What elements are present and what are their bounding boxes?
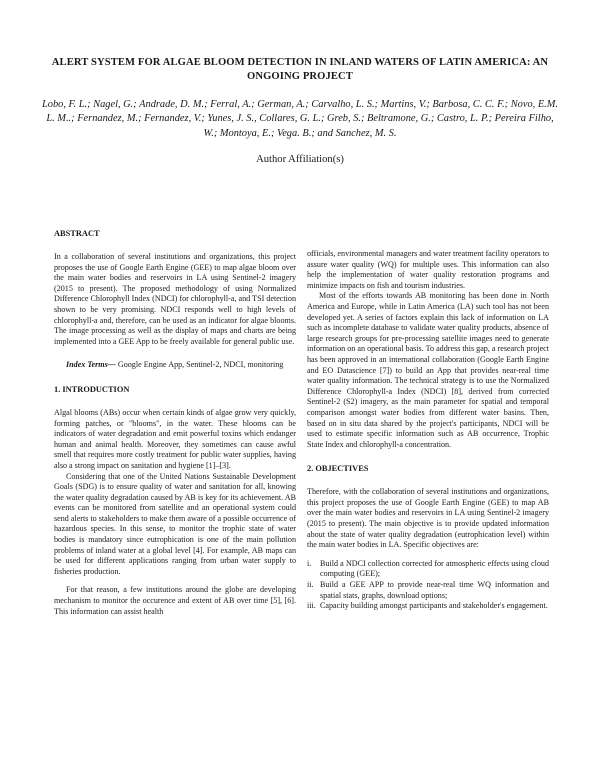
index-terms-label: Index Terms— [66, 360, 116, 370]
right-column [307, 249, 549, 612]
index-terms-text: Google Engine App, Sentinel-2, NDCI, monitoring [115, 360, 284, 370]
objectives-list [307, 559, 549, 612]
author-affiliation: Author Affiliation(s) [256, 154, 344, 165]
index-terms [54, 360, 296, 371]
list-item-number: ii. [307, 580, 314, 590]
objectives-heading: 2. OBJECTIVES [307, 464, 369, 474]
abstract-heading: ABSTRACT [54, 229, 100, 238]
introduction-heading: 1. INTRODUCTION [54, 384, 130, 394]
list-item [307, 580, 549, 601]
objectives-text: Therefore, with the collaboration of several institutions and organizations, this project proposes the use of Google Earth Engine (GEE) to map AB over the main water bodies and reservoirs in LA using Sentinel-2 imagery (2015 to present). The main objective is to provide updated information about the state of water quality degradation (eutrophication level) within the main water bodies in LA. Specific objectives are: [307, 487, 549, 550]
left-column [54, 228, 296, 617]
list-item-text: Capacity building amongst participants and stakeholder's engagement. [320, 601, 548, 611]
abstract-text: In a collaboration of several institutions and organizations, this project proposes the use of Google Earth Engine (GEE) to map algae bloom over the main water bodies and reservoirs in LA using Sentinel-2 imagery (2015 to present). The proposed methodology of using Normalized Difference Chlorophyll Index (NDCI) for chlorophyll-a, and TSI detection shown to be very promising. NDCI responds well to high levels of chlorophyll-a and, therefore, can be used as an indicator for algae blooms. The image processing as well as the display of maps and charts are being implemented into a GEE App to be freely available for general public use. [54, 252, 296, 346]
intro-paragraph-2: Considering that one of the United Nations Sustainable Development Goals (SDG) is to ensure quality of water and sanitation for all, knowing the water quality degradation caused by AB is key for its achievement. AB events can be monitored from satellite and an operational system could send alerts to stakeholders to make them aware of a possible occurrence of hazardous species. In this sense, to monitor the trophic state of water bodies is mandatory since eutrophication is one of the main pollution problems of inland water at a global level [4]. For example, AB maps can be used for different applications ranging from urban water supply to fisheries production. [54, 471, 296, 576]
list-item-number: iii. [307, 601, 316, 611]
list-item-number: i. [307, 558, 312, 568]
list-item-text: Build a GEE APP to provide near-real time WQ information and spatial stats, graphs, download options; [320, 580, 549, 600]
intro-paragraph-3-continued: officials, environmental managers and water treatment facility operators to assure water quality (WQ) for multiple uses. This information can also help the implementation of water quality restoration programs and minimize impacts on fish and tourism industries. [307, 249, 549, 290]
list-item [307, 559, 549, 580]
intro-paragraph-4: Most of the efforts towards AB monitoring has been done in North America and Europe, while in Latin America (LA) such tool has not been developed yet. A series of factors explain this lack of information on LA such as incomplete database to validate water quality products, absence of large research groups for pre-processing satellite images need to generate information on an operational basis. To address this gap, a research project has been approved in an international collaboration (Google Earth Engine and EO Datascience [7]) to build an App that provides near-real time water quality information. The technical strategy is to use the Normalized Difference Chlorophyll-a Index (NDCI) [8], derived from corrected Sentinel-2 (S2) imagery, as the main parameter for spatial and temporal comparison amongst water bodies from different water basins. Then, based on in situ data shared by the project's participants, NDCI will be used to estimate specific information such as AB occurrence, Trophic State Index and chlorophyll-a concentration. [307, 291, 549, 449]
list-item [307, 601, 549, 612]
author-list: Lobo, F. L.; Nagel, G.; Andrade, D. M.; Ferral, A.; German, A.; Carvalho, L. S.; Martins, V.; Barbosa, C. C. F.; Novo, E.M. L. M..; Fernandez, M.; Fernandez, V.; Yunes, J. S., Collares, G. L.; Greb, S.; Beltramone, G.; Castro, L. P.; Pereira Filho, W.; Montoya, E.; Vega. B.; and Sanchez, M. S. [41, 99, 559, 139]
paper-title: ALERT SYSTEM FOR ALGAE BLOOM DETECTION IN INLAND WATERS OF LATIN AMERICA: AN ONGOING PROJECT [51, 57, 549, 82]
intro-paragraph-3: For that reason, a few institutions around the globe are developing mechanism to monitor the occurence and extent of AB over time [5], [6]. This information can assist health [54, 585, 296, 616]
list-item-text: Build a NDCI collection corrected for atmospheric effects using cloud computing (GEE); [320, 558, 549, 579]
intro-paragraph-1: Algal blooms (ABs) occur when certain kinds of algae grow very quickly, forming patches, or "blooms", in the water. These blooms can be indicators of water degradation and emit powerful toxins which endanger human and animal health. Moreover, they sometimes can cause awful smell that requires more costly treatment for public water supplies, having also a strong impact on sanitation and hygiene [1]–[3]. [54, 407, 296, 470]
